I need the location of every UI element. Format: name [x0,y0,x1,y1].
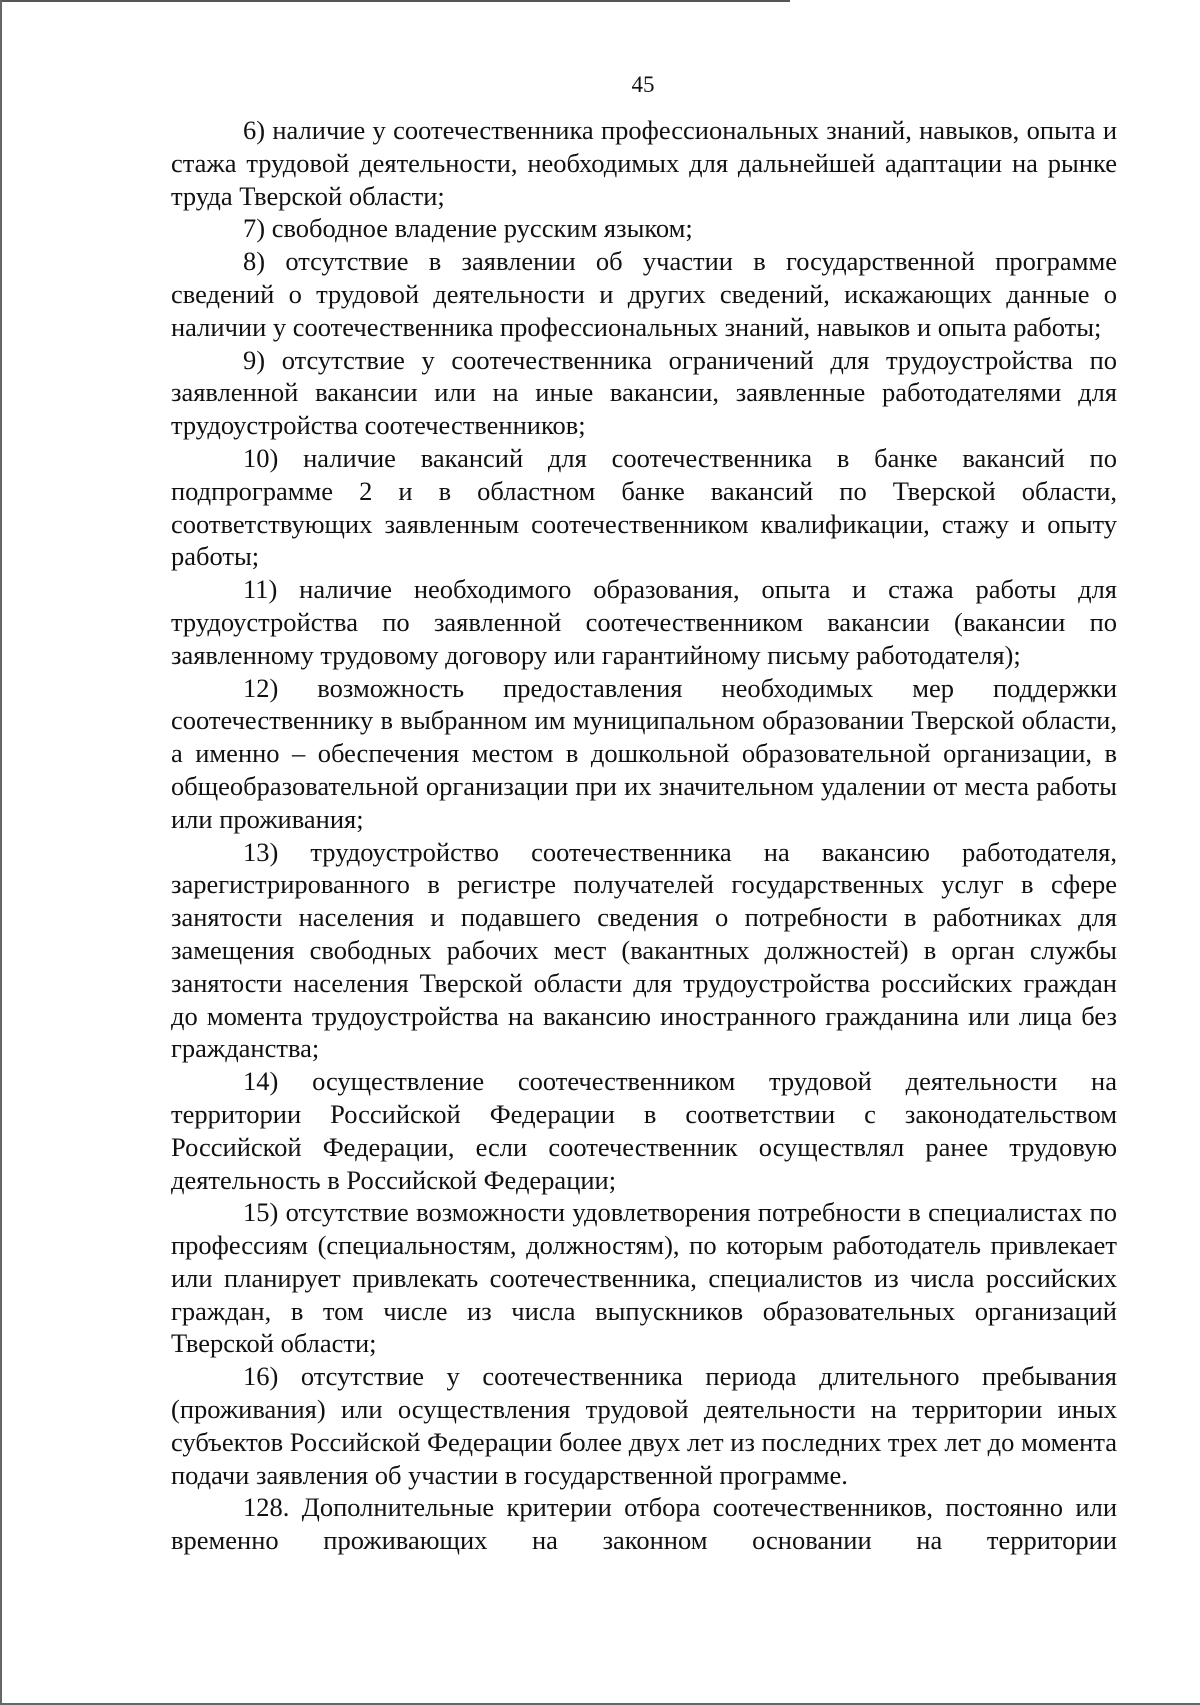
paragraph-criterion-7: 7) свободное владение русским языком; [243,213,693,244]
paragraph-criterion-13: 13) трудоустройство соотечественника на вакансию работодателя, зарегистрированного в регистре получателей государственных услуг в сфере занятости населения и подавшего сведения о потребности в работниках для замещения свободных рабочих мест (вакантных должностей) в орган службы занятости населения Тверской области для трудоустройства российских граждан до момента трудоустройства на вакансию иностранного гражданина или лица без гражданства; [171,836,1117,1064]
paragraph-criterion-6: 6) наличие у соотечественника профессиональных знаний, навыков, опыта и стажа трудовой деятельности, необходимых для дальнейшей адаптации на рынке труда Тверской области; [171,115,1117,211]
paragraph-criterion-8: 8) отсутствие в заявлении об участии в государственной программе сведений о трудовой деятельности и других сведений, искажающих данные о наличии у соотечественника профессиональных знаний, навыков и опыта работы; [171,246,1117,342]
paragraph-criterion-16: 16) отсутствие у соотечественника периода длительного пребывания (проживания) или осуществления трудовой деятельности на территории иных субъектов Российской Федерации более двух лет из последних трех лет до момента подачи заявления об участии в государственной программе. [171,1361,1117,1490]
paragraph-criterion-12: 12) возможность предоставления необходимых мер поддержки соотечественнику в выбранном им муниципальном образовании Тверской области, а именно – обеспечения местом в дошкольной образовательной организации, в общеобразовательной организации при их значительном удалении от места работы или проживания; [171,672,1117,834]
paragraph-section-128: 128. Дополнительные критерии отбора соотечественников, постоянно или временно проживающих на законном основании на территории [171,1492,1117,1556]
scan-edge-left [0,0,2,1705]
paragraph-criterion-15: 15) отсутствие возможности удовлетворения потребности в специалистах по профессиям (специальностям, должностям), по которым работодатель привлекает или планирует привлекать соотечественника, специалистов из числа российских граждан, в том числе из числа выпускников образовательных организаций Тверской области; [171,1197,1117,1359]
document-body [171,114,1117,1557]
paragraph-criterion-10: 10) наличие вакансий для соотечественника в банке вакансий по подпрограмме 2 и в областном банке вакансий по Тверской области, соответствующих заявленным соотечественником квалификации, стажу и опыту работы; [171,442,1117,572]
paragraph-criterion-14: 14) осуществление соотечественником трудовой деятельности на территории Российской Федерации в соответствии с законодательством Российской Федерации, если соотечественник осуществлял ранее трудовую деятельность в Российской Федерации; [171,1066,1117,1195]
scan-edge-top [0,0,790,2]
paragraph-criterion-11: 11) наличие необходимого образования, опыта и стажа работы для трудоустройства по заявленной соотечественником вакансии (вакансии по заявленному трудовому договору или гарантийному письму работодателя); [171,574,1117,670]
paragraph-criterion-9: 9) отсутствие у соотечественника ограничений для трудоустройства по заявленной вакансии или на иные вакансии, заявленные работодателями для трудоустройства соотечественников; [171,344,1117,441]
page-number: 45 [631,72,655,97]
